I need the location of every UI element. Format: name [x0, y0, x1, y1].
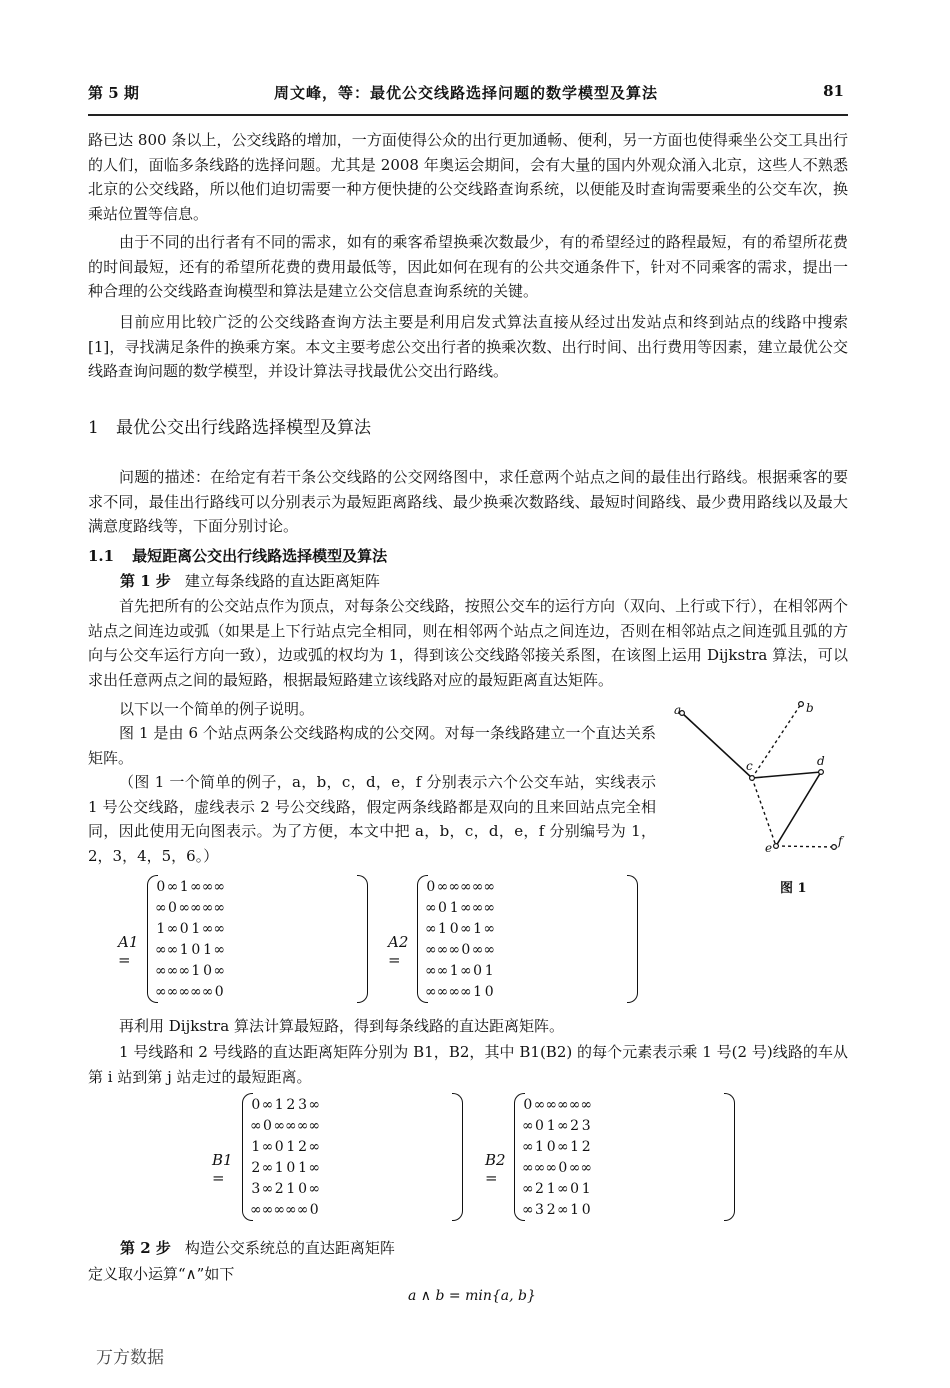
matrix-row: [250, 1178, 320, 1199]
matrix-cell: ∞: [522, 1180, 534, 1197]
matrix-cell: 1: [274, 1096, 284, 1113]
matrix-cell: ∞: [261, 1138, 274, 1155]
matrix-cell: ∞: [190, 899, 202, 916]
paragraph-5: 首先把所有的公交站点作为顶点，对每条公交线路，按照公交车的运行方向（双向、上行或下行），在相邻两个站点之间连边或弧（如果是上下行站点完全相同，则在相邻两个站点之间连边，否则在相邻站点之间连弧且弧的方向与公交车运行方向一致），边或弧的权均为 1，得到该公交线路邻接关系图，在该图上运用 Dijkstra 算法，可以求出任意两点之间的最短路，根据最短路建立该线路对应的最短距离直达矩阵。: [88, 597, 848, 689]
matrix-cell: 0: [251, 1096, 261, 1113]
matrix-cell: 3: [581, 1117, 591, 1134]
matrix-cell: ∞: [483, 941, 496, 958]
matrix-cell: ∞: [557, 1117, 569, 1134]
matrix-cell: ∞: [471, 941, 484, 958]
matrix-cell: 0: [263, 1117, 272, 1134]
matrix-cell: 0: [156, 878, 166, 895]
matrix-row: [425, 981, 495, 1002]
node-f: [832, 845, 837, 850]
matrix-cell: ∞: [213, 899, 226, 916]
matrix-A2-right-bracket: [627, 875, 638, 1003]
paragraph-4: 问题的描述：在给定有若干条公交线路的公交网络图中，求任意两个站点之间的最佳出行路线。根据乘客的要求不同，最佳出行路线可以分别表示为最短距离路线、最少换乘次数路线、最短时间路线、最少费用路线以及最大满意度路线等，下面分别讨论。: [88, 468, 848, 535]
matrix-B1-table: [250, 1094, 320, 1220]
matrix-cell: 0: [286, 1159, 296, 1176]
matrix-row: [155, 876, 225, 897]
matrix-cell: 2: [274, 1180, 284, 1197]
matrix-row: [250, 1115, 320, 1136]
edge-d-e: [776, 772, 821, 846]
matrix-cell: 0: [535, 1117, 544, 1134]
matrix-cell: 1: [546, 1117, 556, 1134]
matrix-cell: 1: [449, 962, 459, 979]
matrix-cell: ∞: [190, 878, 202, 895]
paragraph-1: 路已达 800 条以上，公交线路的增加，一方面使得公众的出行更加通畅、便利，另一方面也使得乘坐公交工具出行的人们，面临多条线路的选择问题。尤其是 2008 年奥运会期间，会有大量的国内外观众涌入北京，这些人不熟悉北京的公交线路，所以他们迫切需要一种方便快捷的公交线路查询系统，以便能及时查询需要乘坐的公交车次，换乘站位置等信息。: [88, 131, 848, 223]
matrix-cell: ∞: [448, 878, 461, 895]
node-label-d: d: [817, 754, 825, 768]
matrix-cell: ∞: [545, 1159, 558, 1176]
matrix-row: [250, 1157, 320, 1178]
matrix-cell: ∞: [522, 1117, 534, 1134]
matrix-cell: 1: [286, 1138, 296, 1155]
edge-c-b: [752, 704, 801, 778]
matrix-cell: ∞: [522, 1138, 534, 1155]
matrix-cell: 1: [298, 1159, 307, 1176]
paragraph-10: 1 号线路和 2 号线路的直达距离矩阵分别为 B1，B2，其中 B1(B2) 的每个元素表示乘 1 号(2 号)线路的车从第 i 站到第 j 站走过的最短距离。: [88, 1043, 848, 1086]
matrix-cell: 1: [581, 1180, 591, 1197]
matrix-cell: 0: [558, 1159, 568, 1176]
matrix-cell: ∞: [533, 1159, 546, 1176]
matrix-cell: 2: [581, 1138, 591, 1155]
matrix-cell: ∞: [308, 1138, 321, 1155]
matrix-cell: ∞: [522, 1201, 534, 1218]
matrix-cell: 0: [449, 920, 459, 937]
matrix-cell: 1: [191, 920, 201, 937]
step-1-label: 第 1 步: [120, 572, 171, 590]
matrix-cell: 1: [570, 1138, 579, 1155]
matrix-cell: 1: [156, 920, 166, 937]
matrix-cell: 1: [535, 1138, 544, 1155]
matrix-cell: 1: [449, 899, 459, 916]
matrix-cell: ∞: [308, 1117, 321, 1134]
matrix-cell: ∞: [557, 1096, 569, 1113]
matrix-A1-table: [155, 876, 225, 1002]
matrix-cell: ∞: [436, 962, 449, 979]
matrix-cell: ∞: [522, 1159, 534, 1176]
matrix-cell: 0: [298, 1180, 307, 1197]
matrix-row: [522, 1199, 592, 1220]
issue-number: 第 5 期: [88, 84, 139, 102]
matrix-cell: ∞: [273, 1201, 286, 1218]
matrix-cell: ∞: [425, 962, 437, 979]
step-1-title: 建立每条线路的直达距离矩阵: [184, 572, 380, 590]
section-title: 最优公交出行线路选择模型及算法: [116, 418, 371, 438]
matrix-cell: ∞: [201, 878, 214, 895]
matrix-B2-table: [522, 1094, 592, 1220]
matrix-cell: ∞: [533, 1096, 546, 1113]
paragraph-2: 由于不同的出行者有不同的需求，如有的乘客希望换乘次数最少，有的希望经过的路程最短，有的希望所花费的时间最短，还有的希望所花费的费用最低等，因此如何在现有的公共交通条件下，针对不同乘客的需求，提出一种合理的公交线路查询模型和算法是建立公交信息查询系统的关键。: [88, 233, 848, 300]
matrix-cell: 0: [570, 1180, 579, 1197]
matrix-cell: ∞: [580, 1159, 593, 1176]
matrix-cell: ∞: [178, 983, 191, 1000]
matrix-cell: 1: [251, 1138, 261, 1155]
matrix-cell: ∞: [155, 899, 167, 916]
paragraph-3: 目前应用比较广泛的公交线路查询方法主要是利用启发式算法直接从经过出发站点和终到站点的线路中搜索[1]，寻找满足条件的换乘方案。本文主要考虑公交出行者的换乘次数、出行时间、出行费用等因素，建立最优公交线路查询问题的数学模型，并设计算法寻找最优公交出行路线。: [88, 313, 848, 380]
matrix-cell: 1: [191, 962, 201, 979]
matrix-cell: ∞: [166, 983, 179, 1000]
matrix-cell: 0: [546, 1138, 556, 1155]
matrix-A2-label: A2 =: [388, 933, 409, 969]
matrix-cell: ∞: [436, 983, 449, 1000]
matrix-cell: ∞: [296, 1117, 309, 1134]
matrix-cell: 2: [546, 1201, 556, 1218]
matrix-row: [522, 1178, 592, 1199]
matrix-cell: 0: [461, 941, 471, 958]
paragraph-11: 定义取小运算“∧”如下: [88, 1265, 235, 1283]
matrix-cell: 1: [179, 878, 189, 895]
header-rule: [88, 114, 848, 116]
matrix-cell: ∞: [296, 1201, 309, 1218]
matrix-cell: ∞: [213, 962, 226, 979]
matrix-cell: ∞: [483, 878, 496, 895]
matrix-row: [250, 1199, 320, 1220]
matrix-cell: ∞: [460, 983, 472, 1000]
matrix-cell: 0: [426, 878, 436, 895]
matrix-row: [425, 876, 495, 897]
matrix-row: [425, 939, 495, 960]
matrix-cell: ∞: [425, 920, 437, 937]
edge-c-e: [752, 778, 776, 846]
matrix-row: [250, 1136, 320, 1157]
step-2-title: 构造公交系统总的直达距离矩阵: [184, 1239, 395, 1257]
matrix-cell: ∞: [308, 1096, 321, 1113]
matrix-cell: 0: [191, 941, 201, 958]
matrix-row: [425, 897, 495, 918]
subsection-number: 1.1: [88, 547, 115, 565]
section-number: 1: [88, 418, 99, 438]
matrix-cell: 1: [473, 983, 482, 1000]
figure-1-caption: 图 1: [780, 881, 807, 896]
matrix-cell: ∞: [166, 962, 179, 979]
matrix-A1-right-bracket: [357, 875, 368, 1003]
node-d: [819, 770, 824, 775]
page-number: 81: [823, 82, 844, 100]
matrix-cell: ∞: [568, 1159, 581, 1176]
matrix-cell: ∞: [436, 941, 449, 958]
matrix-cell: ∞: [425, 899, 437, 916]
matrix-cell: ∞: [273, 1117, 286, 1134]
matrix-cell: ∞: [155, 983, 167, 1000]
matrix-cell: ∞: [460, 920, 472, 937]
matrix-cell: ∞: [261, 1201, 274, 1218]
matrix-cell: 2: [570, 1117, 579, 1134]
min-operator-formula: a ∧ b = min{a, b}: [408, 1288, 536, 1304]
matrix-row: [155, 981, 225, 1002]
matrix-row: [155, 960, 225, 981]
section-heading: [88, 413, 371, 438]
matrix-cell: 0: [309, 1201, 319, 1218]
matrix-cell: ∞: [557, 1180, 569, 1197]
matrix-cell: ∞: [190, 983, 202, 1000]
step-2-label: 第 2 步: [120, 1239, 171, 1257]
node-e: [774, 844, 779, 849]
matrix-cell: 1: [473, 920, 482, 937]
matrix-row: [522, 1115, 592, 1136]
node-c: [750, 776, 755, 781]
matrix-cell: ∞: [155, 962, 167, 979]
matrix-cell: 0: [214, 983, 224, 1000]
matrix-cell: ∞: [460, 899, 472, 916]
matrix-cell: 2: [286, 1096, 296, 1113]
matrix-cell: 0: [581, 1201, 591, 1218]
matrix-cell: ∞: [261, 1159, 274, 1176]
subsection-title: 最短距离公交出行线路选择模型及算法: [132, 547, 388, 565]
matrix-cell: ∞: [545, 1096, 558, 1113]
paragraph-8: （图 1 一个简单的例子，a，b，c，d，e，f 分别表示六个公交车站，实线表示 1 号公交线路，虚线表示 2 号公交线路，假定两条线路都是双向的且来回站点完全相同，因此使用无向图表示。为了方便，本文中把 a，b，c，d，e，f 分别编号为 1，2，3，4，5，6。）: [88, 773, 656, 865]
matrix-cell: ∞: [166, 941, 179, 958]
matrix-cell: ∞: [580, 1096, 593, 1113]
matrix-B1-right-bracket: [452, 1093, 463, 1221]
matrix-cell: 0: [203, 962, 212, 979]
matrix-cell: 2: [251, 1159, 261, 1176]
matrix-cell: ∞: [460, 962, 472, 979]
matrix-cell: 1: [179, 941, 189, 958]
matrix-cell: ∞: [460, 878, 472, 895]
matrix-cell: ∞: [213, 878, 226, 895]
paragraph-9: 再利用 Dijkstra 算法计算最短路，得到每条线路的直达距离矩阵。: [119, 1017, 564, 1035]
matrix-cell: 1: [286, 1180, 296, 1197]
matrix-cell: ∞: [250, 1201, 262, 1218]
matrix-cell: ∞: [155, 941, 167, 958]
figure-1-graph: [668, 698, 858, 858]
node-label-a: a: [674, 703, 682, 717]
matrix-cell: ∞: [308, 1180, 321, 1197]
watermark: 万方数据: [96, 1348, 164, 1368]
matrix-B2-label: B2 =: [485, 1151, 506, 1187]
matrix-cell: 2: [535, 1180, 544, 1197]
matrix-cell: 1: [484, 962, 494, 979]
matrix-cell: ∞: [213, 941, 226, 958]
matrix-cell: 0: [523, 1096, 533, 1113]
matrix-cell: ∞: [425, 941, 437, 958]
matrix-cell: ∞: [201, 983, 214, 1000]
matrix-cell: 0: [179, 920, 189, 937]
matrix-cell: 0: [274, 1138, 284, 1155]
matrix-cell: 0: [484, 983, 494, 1000]
matrix-B1-label: B1 =: [212, 1151, 233, 1187]
matrix-cell: ∞: [261, 1096, 274, 1113]
matrix-cell: 0: [473, 962, 482, 979]
node-label-f: f: [838, 834, 843, 848]
matrix-cell: 3: [298, 1096, 307, 1113]
matrix-row: [155, 939, 225, 960]
matrix-cell: ∞: [557, 1138, 569, 1155]
running-header: [88, 82, 844, 108]
paragraph-6: 以下以一个简单的例子说明。: [119, 700, 315, 718]
matrix-cell: ∞: [201, 920, 214, 937]
matrix-row: [425, 960, 495, 981]
matrix-cell: ∞: [448, 983, 461, 1000]
node-b: [799, 702, 804, 707]
paragraph-7: 图 1 是由 6 个站点两条公交线路构成的公交网。对每一条线路建立一个直达关系矩阵。: [88, 724, 656, 767]
matrix-cell: 2: [298, 1138, 307, 1155]
step-2-heading: [120, 1237, 395, 1258]
matrix-row: [155, 918, 225, 939]
matrix-cell: ∞: [425, 983, 437, 1000]
matrix-cell: 1: [438, 920, 447, 937]
node-label-e: e: [765, 841, 773, 855]
matrix-cell: ∞: [285, 1117, 297, 1134]
matrix-cell: ∞: [471, 899, 484, 916]
matrix-A1-label: A1 =: [118, 933, 139, 969]
matrix-cell: ∞: [557, 1201, 569, 1218]
matrix-row: [522, 1136, 592, 1157]
node-label-b: b: [806, 701, 814, 715]
matrix-cell: ∞: [261, 1180, 274, 1197]
matrix-row: [522, 1157, 592, 1178]
matrix-cell: ∞: [436, 878, 449, 895]
matrix-cell: ∞: [166, 920, 179, 937]
matrix-cell: 1: [274, 1159, 284, 1176]
matrix-cell: ∞: [471, 878, 484, 895]
matrix-cell: ∞: [166, 878, 179, 895]
matrix-row: [155, 897, 225, 918]
running-title: 周文峰，等：最优公交线路选择问题的数学模型及算法: [273, 84, 658, 102]
matrix-cell: 3: [251, 1180, 261, 1197]
matrix-cell: 0: [168, 899, 177, 916]
matrix-cell: ∞: [483, 899, 496, 916]
matrix-cell: 1: [203, 941, 212, 958]
matrix-row: [425, 918, 495, 939]
matrix-row: [522, 1094, 592, 1115]
matrix-cell: 1: [546, 1180, 556, 1197]
step-1-heading: [120, 570, 380, 591]
matrix-cell: ∞: [178, 962, 191, 979]
matrix-cell: ∞: [308, 1159, 321, 1176]
matrix-cell: ∞: [178, 899, 191, 916]
matrix-row: [250, 1094, 320, 1115]
matrix-cell: 3: [535, 1201, 544, 1218]
edge-c-d: [752, 772, 821, 778]
matrix-cell: 0: [438, 899, 447, 916]
matrix-cell: ∞: [483, 920, 496, 937]
edge-a-c: [682, 713, 752, 778]
matrix-cell: ∞: [448, 941, 461, 958]
matrix-cell: ∞: [568, 1096, 581, 1113]
subsection-heading: [88, 545, 387, 566]
matrix-cell: ∞: [201, 899, 214, 916]
edge-e-f: [776, 846, 834, 847]
matrix-cell: ∞: [285, 1201, 297, 1218]
matrix-cell: ∞: [250, 1117, 262, 1134]
matrix-cell: 1: [570, 1201, 579, 1218]
matrix-A2-table: [425, 876, 495, 1002]
matrix-B2-right-bracket: [724, 1093, 735, 1221]
node-label-c: c: [746, 759, 753, 773]
matrix-cell: ∞: [213, 920, 226, 937]
